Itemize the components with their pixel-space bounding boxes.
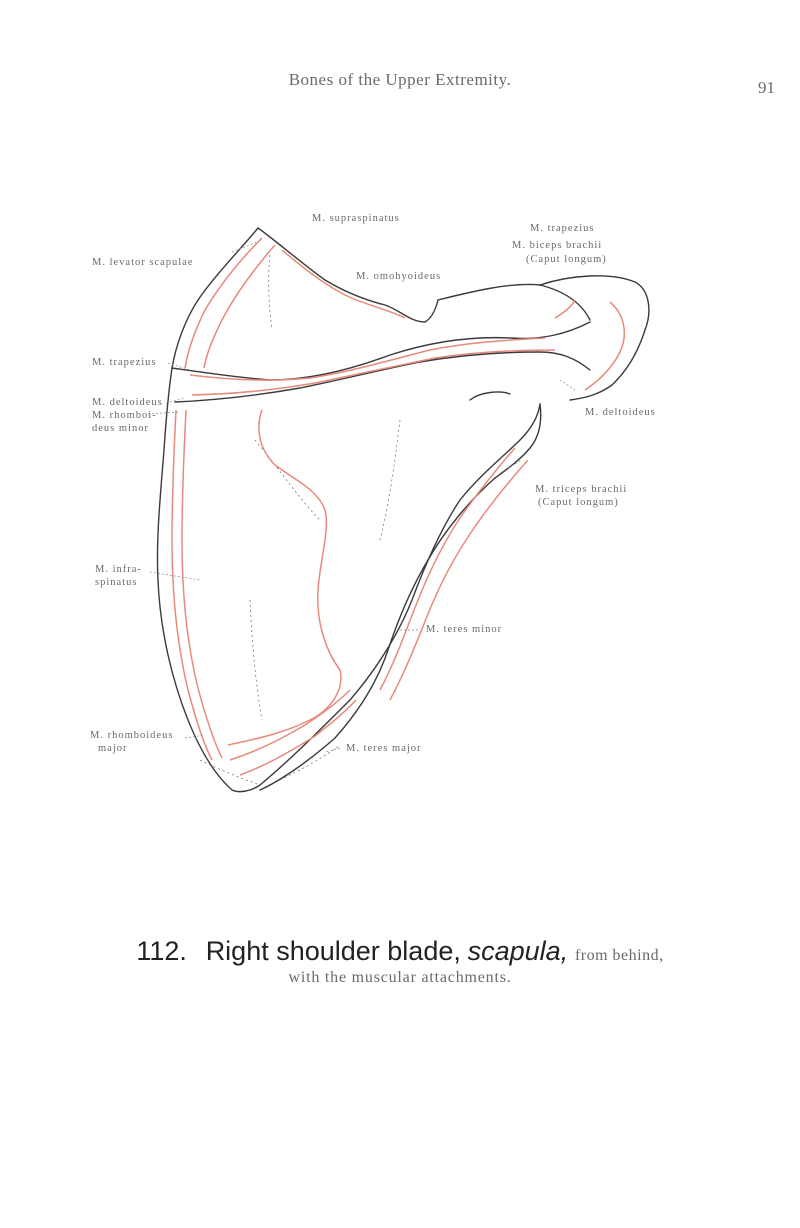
- page-number: 91: [758, 78, 775, 97]
- running-head: Bones of the Upper Extremity.: [288, 70, 512, 89]
- scapula-bone-outline: [157, 228, 648, 792]
- label-biceps-caput: (Caput longum): [526, 254, 607, 265]
- label-rhomboideus-major-2: major: [98, 743, 128, 754]
- label-rhomboideus-minor-2: deus minor: [92, 423, 149, 434]
- label-levator-scapulae: M. levator scapulae: [92, 257, 194, 268]
- label-rhomboideus-minor-1: M. rhomboi-: [92, 410, 157, 421]
- label-trapezius-left: M. trapezius: [92, 357, 157, 368]
- label-leader-lines: [148, 240, 575, 752]
- label-supraspinatus: M. supraspinatus: [312, 213, 400, 224]
- caption-figure-number: 112.: [136, 936, 187, 966]
- label-biceps-brachii: M. biceps brachii: [512, 240, 603, 251]
- label-rhomboideus-major-1: M. rhomboideus: [90, 730, 174, 741]
- label-infraspinatus-2: spinatus: [95, 577, 138, 588]
- caption-line-2: with the muscular attachments.: [288, 969, 512, 986]
- label-triceps-brachii: M. triceps brachii: [535, 484, 628, 495]
- label-teres-minor: M. teres minor: [426, 624, 503, 635]
- label-trapezius-top: M. trapezius: [530, 223, 595, 234]
- label-infraspinatus-1: M. infra-: [95, 564, 142, 575]
- label-teres-major: M. teres major: [346, 743, 422, 754]
- label-triceps-caput: (Caput longum): [538, 497, 619, 508]
- label-omohyoideus: M. omohyoideus: [356, 271, 442, 282]
- caption-latin-term: scapula,: [467, 936, 569, 966]
- label-deltoideus-left: M. deltoideus: [92, 397, 163, 408]
- figure-caption: [0, 936, 800, 987]
- label-deltoideus-right: M. deltoideus: [585, 407, 656, 418]
- scapula-surface-detail: [200, 250, 400, 785]
- caption-view: from behind,: [574, 947, 664, 964]
- caption-title: Right shoulder blade,: [205, 936, 461, 966]
